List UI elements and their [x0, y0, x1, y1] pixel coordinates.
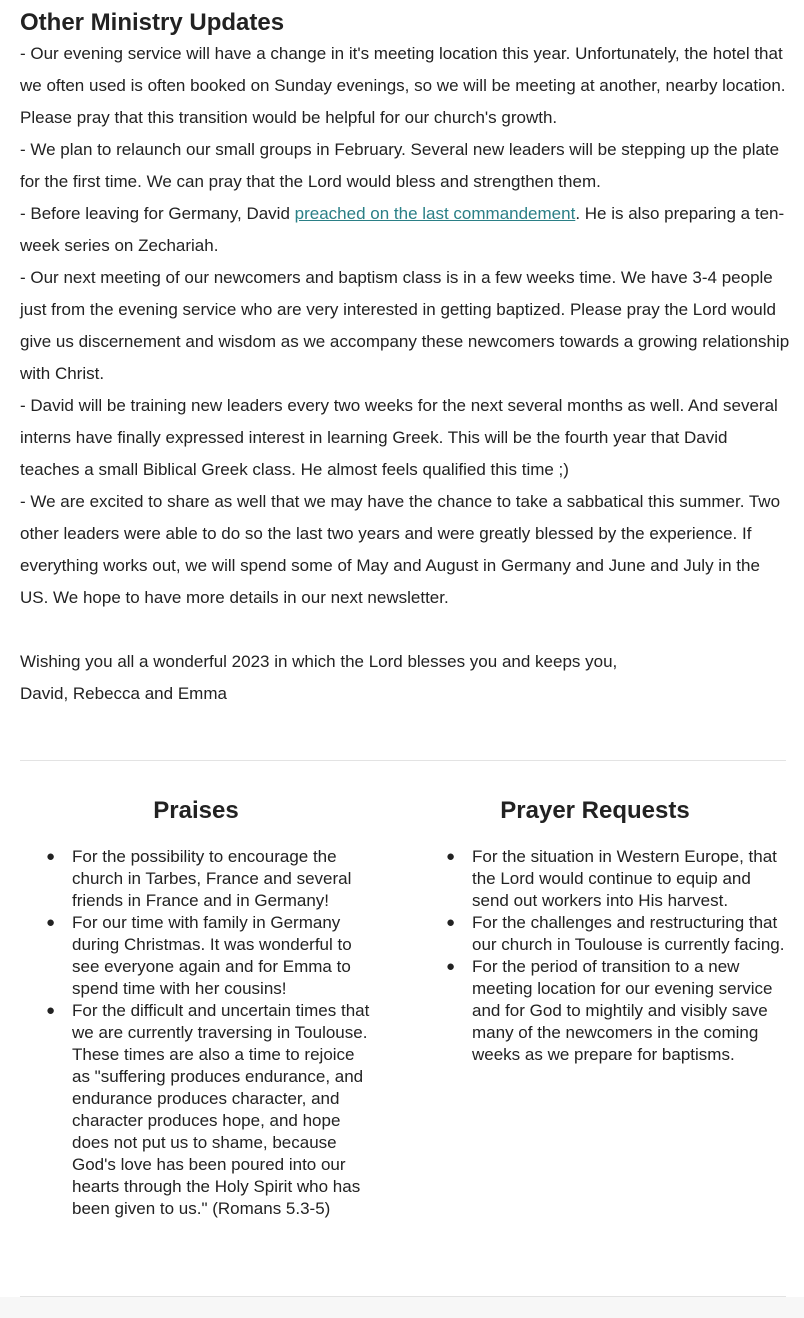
newsletter-body: [20, 0, 790, 710]
signoff-wish: Wishing you all a wonderful 2023 in which the Lord blesses you and keeps you,: [20, 652, 618, 671]
bullet-icon: ●: [46, 914, 56, 931]
section-divider: [20, 760, 786, 761]
praises-heading: Praises: [153, 797, 239, 824]
section-title: Other Ministry Updates: [20, 9, 285, 36]
prayer-request-item-text: For the situation in Western Europe, that the Lord would continue to equip and send out workers into His harvest.: [472, 847, 777, 910]
update-small-groups: - We plan to relaunch our small groups in February. Several new leaders will be stepping up the plate for the first time. We can pray that the Lord would bless and strengthen them.: [20, 140, 780, 191]
prayer-request-item: [420, 846, 790, 912]
prayer-requests-column: [420, 794, 790, 1066]
signoff-names: David, Rebecca and Emma: [20, 684, 227, 703]
update-baptism-class: - Our next meeting of our newcomers and baptism class is in a few weeks time. We have 3-4 people just from the evening service who are very interested in getting baptized. Please pray the Lord would give us discernement and wisdom as we accompany these newcomers towards a growing relationship with Christ.: [20, 268, 790, 383]
update-evening-service: - Our evening service will have a change in it's meeting location this year. Unfortunately, the hotel that we often used is often booked on Sunday evenings, so we will be meeting at another, nearby location. Please pray that this transition would be helpful for our church's growth.: [20, 44, 786, 127]
update-training: - David will be training new leaders every two weeks for the next several months as well. And several interns have finally expressed interest in learning Greek. This will be the fourth year that David teaches a small Biblical Greek class. He almost feels qualified this time ;): [20, 396, 778, 479]
praise-item: [20, 846, 372, 912]
sermon-link[interactable]: preached on the last commandement: [294, 204, 576, 223]
prayer-request-item-text: For the challenges and restructuring that our church in Toulouse is currently facing.: [472, 913, 785, 954]
praise-item: [20, 1000, 372, 1220]
bullet-icon: ●: [446, 958, 456, 975]
prayer-request-item: [420, 956, 790, 1066]
praise-item-text: For the difficult and uncertain times that we are currently traversing in Toulouse. These times are also a time to rejoice as "suffering produces endurance, and endurance produces character, and character produces hope, and hope does not put us to shame, because God's love has been poured into our hearts through the Holy Spirit who has been given to us." (Romans 5.3-5): [72, 1001, 370, 1218]
prayer-requests-list: [420, 846, 790, 1066]
praise-item-text: For our time with family in Germany during Christmas. It was wonderful to see everyone again and for Emma to spend time with her cousins!: [72, 913, 352, 998]
update-preaching-text-before: - Before leaving for Germany, David: [20, 204, 295, 223]
footer-strip: [0, 1297, 804, 1318]
bullet-icon: ●: [46, 848, 56, 865]
praise-item-text: For the possibility to encourage the church in Tarbes, France and several friends in France and in Germany!: [72, 847, 352, 910]
bullet-icon: ●: [446, 914, 456, 931]
bullet-icon: ●: [46, 1002, 56, 1019]
update-preaching: [20, 198, 790, 262]
update-preaching-text-after: . He is also preparing a ten-week series on Zechariah.: [20, 204, 785, 255]
praises-list: [20, 846, 372, 1220]
bullet-icon: ●: [446, 848, 456, 865]
spacer: [20, 614, 790, 646]
praises-column: [20, 794, 372, 1220]
prayer-requests-heading: Prayer Requests: [500, 797, 690, 824]
update-sabbatical: - We are excited to share as well that we may have the chance to take a sabbatical this summer. Two other leaders were able to do so the last two years and were greatly blessed by the experience. If everything works out, we will spend some of May and August in Germany and June and July in the US. We hope to have more details in our next newsletter.: [20, 492, 781, 607]
prayer-request-item-text: For the period of transition to a new meeting location for our evening service and for God to mightily and visibly save many of the newcomers in the coming weeks as we prepare for baptisms.: [472, 957, 773, 1064]
praise-item: [20, 912, 372, 1000]
prayer-request-item: [420, 912, 790, 956]
